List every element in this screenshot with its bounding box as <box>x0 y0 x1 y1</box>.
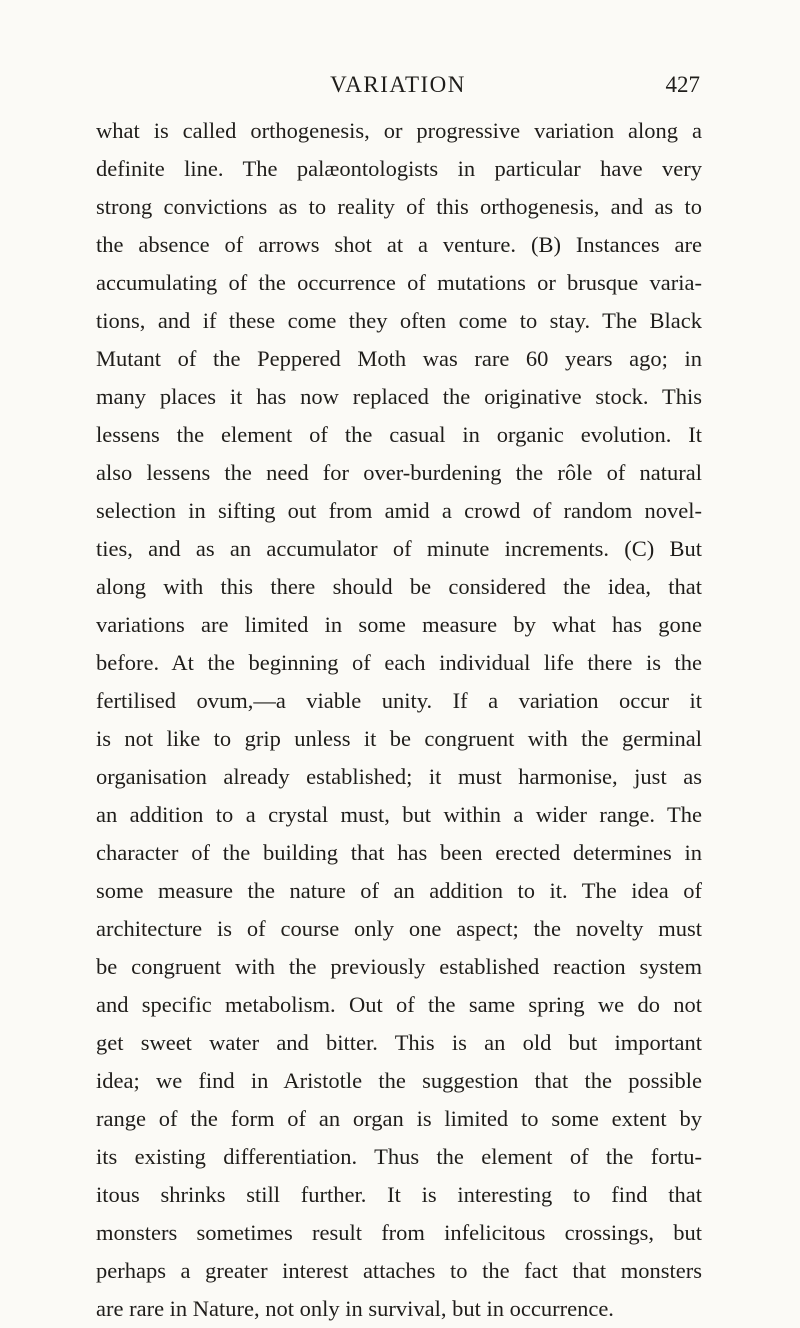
text-line: definite line. The palæontologists in particular have very <box>96 156 702 181</box>
text-line: is not like to grip unless it be congruent with the germinal <box>96 726 702 751</box>
text-line: Mutant of the Peppered Moth was rare 60 years ago; in <box>96 346 702 371</box>
text-line: selection in sifting out from amid a crowd of random novel- <box>96 498 702 523</box>
text-line: range of the form of an organ is limited to some extent by <box>96 1106 702 1131</box>
body-paragraph <box>96 112 702 1328</box>
text-line: perhaps a greater interest attaches to the fact that monsters <box>96 1258 702 1283</box>
text-line: variations are limited in some measure by what has gone <box>96 612 702 637</box>
text-line: character of the building that has been erected determines in <box>96 840 702 865</box>
text-line: many places it has now replaced the originative stock. This <box>96 384 702 409</box>
text-line: before. At the beginning of each individual life there is the <box>96 650 702 675</box>
page-number: 427 <box>665 72 700 97</box>
text-line: lessens the element of the casual in organic evolution. It <box>96 422 702 447</box>
text-line: fertilised ovum,—a viable unity. If a variation occur it <box>96 688 702 713</box>
text-line-last: are rare in Nature, not only in survival, but in occurrence. <box>96 1296 614 1321</box>
text-line: organisation already established; it must harmonise, just as <box>96 764 702 789</box>
text-line: accumulating of the occurrence of mutations or brusque varia- <box>96 270 702 295</box>
text-line: its existing differentiation. Thus the element of the fortu- <box>96 1144 702 1169</box>
text-line: be congruent with the previously established reaction system <box>96 954 702 979</box>
text-line: some measure the nature of an addition to it. The idea of <box>96 878 702 903</box>
text-line: tions, and if these come they often come to stay. The Black <box>96 308 702 333</box>
text-line: itous shrinks still further. It is interesting to find that <box>96 1182 702 1207</box>
text-line: also lessens the need for over-burdening the rôle of natural <box>96 460 702 485</box>
text-line: what is called orthogenesis, or progressive variation along a <box>96 118 702 143</box>
text-line: and specific metabolism. Out of the same spring we do not <box>96 992 702 1017</box>
text-line: an addition to a crystal must, but within a wider range. The <box>96 802 702 827</box>
text-line: ties, and as an accumulator of minute increments. (C) But <box>96 536 702 561</box>
text-line: along with this there should be considered the idea, that <box>96 574 702 599</box>
text-line: architecture is of course only one aspect; the novelty must <box>96 916 702 941</box>
text-line: idea; we find in Aristotle the suggestion that the possible <box>96 1068 702 1093</box>
text-line: the absence of arrows shot at a venture. (B) Instances are <box>96 232 702 257</box>
text-line: strong convictions as to reality of this orthogenesis, and as to <box>96 194 702 219</box>
text-line: get sweet water and bitter. This is an old but important <box>96 1030 702 1055</box>
running-title: VARIATION <box>330 72 466 97</box>
text-line: monsters sometimes result from infelicitous crossings, but <box>96 1220 702 1245</box>
running-head <box>96 68 700 102</box>
